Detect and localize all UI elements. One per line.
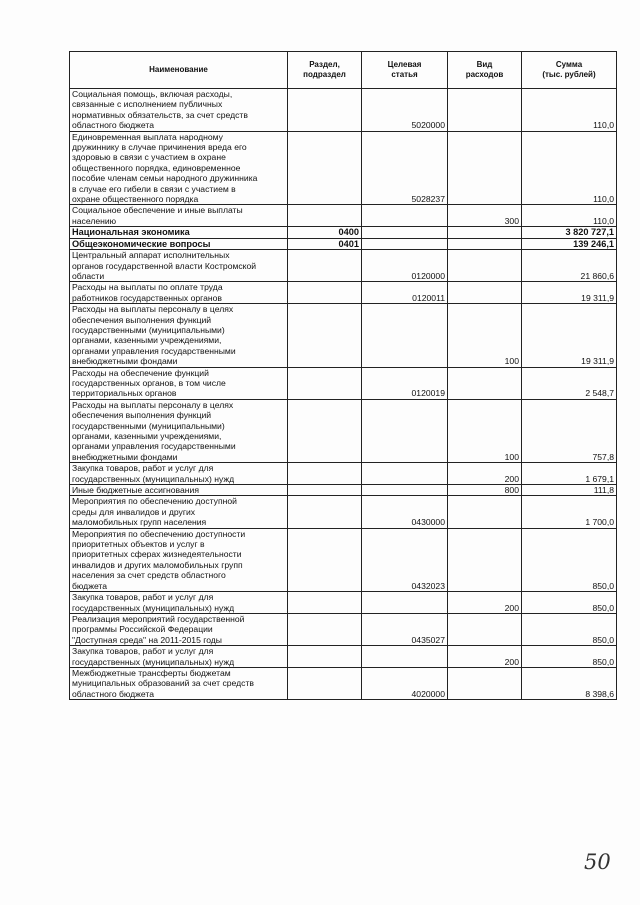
cell-target: 5020000	[362, 89, 448, 132]
table-row	[70, 250, 617, 282]
table-row	[70, 613, 617, 645]
page-number: 50	[584, 850, 611, 874]
cell-section	[288, 528, 362, 591]
cell-section	[288, 304, 362, 367]
cell-expense	[448, 528, 522, 591]
cell-expense: 300	[448, 205, 522, 227]
table-row	[70, 399, 617, 462]
cell-sum: 8 398,6	[522, 667, 617, 699]
cell-target: 0435027	[362, 613, 448, 645]
cell-target	[362, 592, 448, 614]
cell-target	[362, 205, 448, 227]
cell-expense	[448, 667, 522, 699]
cell-target: 0120000	[362, 250, 448, 282]
header-sum: Сумма (тыс. рублей)	[522, 52, 617, 89]
cell-name: Межбюджетные трансферты бюджетам муниципальных образований за счет средств областного бюджета	[70, 667, 288, 699]
cell-section	[288, 250, 362, 282]
cell-section: 0400	[288, 227, 362, 238]
cell-target: 5028237	[362, 131, 448, 205]
cell-name: Расходы на обеспечение функций государственных органов, в том числе территориальных органов	[70, 367, 288, 399]
cell-sum: 139 246,1	[522, 238, 617, 249]
cell-expense	[448, 227, 522, 238]
cell-name: Иные бюджетные ассигнования	[70, 485, 288, 496]
cell-sum: 850,0	[522, 592, 617, 614]
cell-section	[288, 646, 362, 668]
cell-target	[362, 238, 448, 249]
table-row	[70, 282, 617, 304]
cell-name: Общеэкономические вопросы	[70, 238, 288, 249]
table-row	[70, 205, 617, 227]
table-row	[70, 463, 617, 485]
cell-name: Расходы на выплаты персоналу в целях обеспечения выполнения функций государственными (муниципальными) органами, казенными учреждениями, органами управления государственными внебюджетными фондами	[70, 304, 288, 367]
cell-section	[288, 496, 362, 528]
cell-section	[288, 399, 362, 462]
cell-sum: 757,8	[522, 399, 617, 462]
cell-section	[288, 592, 362, 614]
cell-sum: 3 820 727,1	[522, 227, 617, 238]
header-name: Наименование	[70, 52, 288, 89]
cell-name: Расходы на выплаты по оплате труда работников государственных органов	[70, 282, 288, 304]
table-row	[70, 667, 617, 699]
cell-expense	[448, 496, 522, 528]
cell-name: Реализация мероприятий государственной программы Российской Федерации "Доступная среда" на 2011-2015 годы	[70, 613, 288, 645]
cell-name: Национальная экономика	[70, 227, 288, 238]
cell-section	[288, 205, 362, 227]
header-target: Целевая статья	[362, 52, 448, 89]
cell-expense	[448, 238, 522, 249]
cell-section	[288, 613, 362, 645]
cell-sum: 110,0	[522, 131, 617, 205]
header-section: Раздел, подраздел	[288, 52, 362, 89]
cell-target	[362, 399, 448, 462]
cell-sum: 111,8	[522, 485, 617, 496]
cell-name: Социальное обеспечение и иные выплаты населению	[70, 205, 288, 227]
table-row	[70, 528, 617, 591]
cell-expense	[448, 367, 522, 399]
table-row	[70, 131, 617, 205]
cell-name: Мероприятия по обеспечению доступной среды для инвалидов и других маломобильных групп населения	[70, 496, 288, 528]
cell-target: 0432023	[362, 528, 448, 591]
budget-table	[69, 51, 617, 700]
cell-target	[362, 304, 448, 367]
cell-target	[362, 227, 448, 238]
cell-section: 0401	[288, 238, 362, 249]
cell-name: Центральный аппарат исполнительных органов государственной власти Костромской области	[70, 250, 288, 282]
cell-sum: 110,0	[522, 205, 617, 227]
cell-name: Единовременная выплата народному дружиннику в случае причинения вреда его здоровью в связи с участием в охране общественного порядка, единовременное пособие членам семьи народного дружинника в случае его гибели в связи с участием в охране общественного порядка	[70, 131, 288, 205]
cell-sum: 2 548,7	[522, 367, 617, 399]
cell-expense: 800	[448, 485, 522, 496]
cell-sum: 21 860,6	[522, 250, 617, 282]
cell-section	[288, 485, 362, 496]
cell-name: Закупка товаров, работ и услуг для государственных (муниципальных) нужд	[70, 646, 288, 668]
cell-sum: 1 679,1	[522, 463, 617, 485]
cell-target: 0430000	[362, 496, 448, 528]
cell-section	[288, 282, 362, 304]
cell-expense: 200	[448, 463, 522, 485]
table-row	[70, 592, 617, 614]
cell-sum: 19 311,9	[522, 304, 617, 367]
table-header-row	[70, 52, 617, 89]
cell-section	[288, 131, 362, 205]
cell-target: 4020000	[362, 667, 448, 699]
cell-sum: 19 311,9	[522, 282, 617, 304]
cell-section	[288, 463, 362, 485]
cell-expense: 100	[448, 304, 522, 367]
cell-sum: 850,0	[522, 528, 617, 591]
table-row	[70, 89, 617, 132]
cell-sum: 110,0	[522, 89, 617, 132]
cell-name: Закупка товаров, работ и услуг для государственных (муниципальных) нужд	[70, 592, 288, 614]
cell-expense: 100	[448, 399, 522, 462]
cell-target	[362, 485, 448, 496]
table-row	[70, 238, 617, 249]
table-row	[70, 496, 617, 528]
cell-name: Закупка товаров, работ и услуг для государственных (муниципальных) нужд	[70, 463, 288, 485]
cell-expense	[448, 89, 522, 132]
cell-target	[362, 646, 448, 668]
cell-target	[362, 463, 448, 485]
table-row	[70, 304, 617, 367]
table-row	[70, 646, 617, 668]
cell-sum: 1 700,0	[522, 496, 617, 528]
cell-sum: 850,0	[522, 646, 617, 668]
table-row	[70, 367, 617, 399]
cell-name: Расходы на выплаты персоналу в целях обеспечения выполнения функций государственными (муниципальными) органами, казенными учреждениями, органами управления государственными внебюджетными фондами	[70, 399, 288, 462]
cell-section	[288, 367, 362, 399]
cell-name: Мероприятия по обеспечению доступности приоритетных объектов и услуг в приоритетных сферах жизнедеятельности инвалидов и других маломобильных групп населения за счет средств областного бюджета	[70, 528, 288, 591]
cell-name: Социальная помощь, включая расходы, связанные с исполнением публичных нормативных обязательств, за счет средств областного бюджета	[70, 89, 288, 132]
cell-expense	[448, 613, 522, 645]
cell-expense	[448, 282, 522, 304]
table-row	[70, 485, 617, 496]
cell-sum: 850,0	[522, 613, 617, 645]
cell-expense: 200	[448, 592, 522, 614]
table-row	[70, 227, 617, 238]
cell-expense	[448, 131, 522, 205]
cell-section	[288, 89, 362, 132]
cell-target: 0120011	[362, 282, 448, 304]
cell-expense	[448, 250, 522, 282]
cell-expense: 200	[448, 646, 522, 668]
header-expense: Вид расходов	[448, 52, 522, 89]
cell-section	[288, 667, 362, 699]
cell-target: 0120019	[362, 367, 448, 399]
